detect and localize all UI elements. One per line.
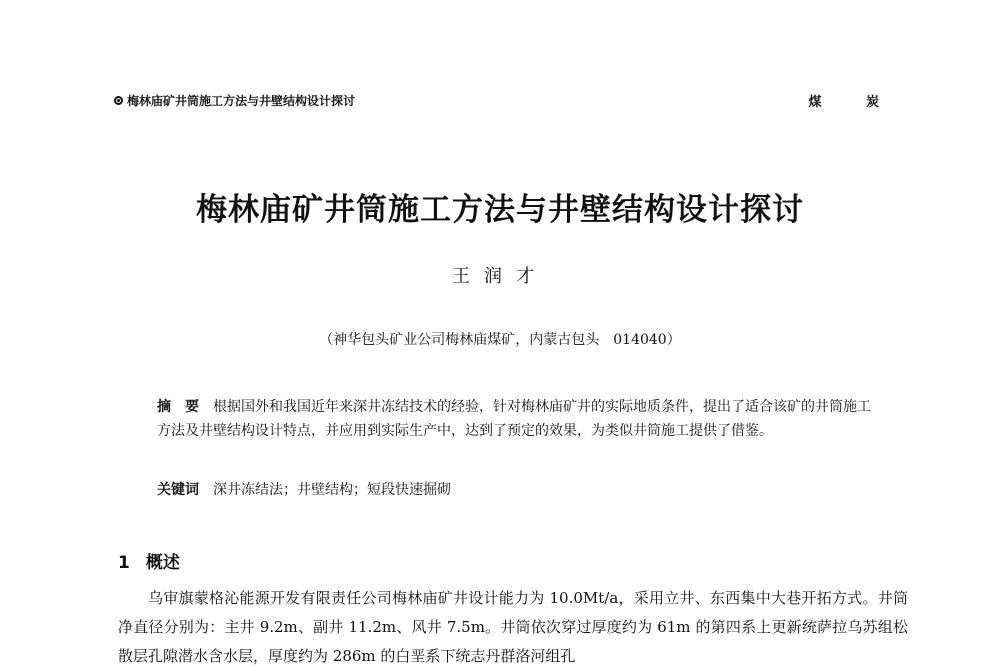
keywords-label: 关键词 xyxy=(157,482,199,498)
journal-name: 煤 炭 xyxy=(808,95,899,110)
keywords xyxy=(157,479,879,499)
article-title: 梅林庙矿井筒施工方法与井壁结构设计探讨 xyxy=(196,192,804,228)
running-header xyxy=(114,92,355,109)
body-paragraph: 乌审旗蒙格沁能源开发有限责任公司梅林庙矿井设计能力为 10.0Mt/a，采用立井、东西集中大巷开拓方式。井筒净直径分别为：主井 9.2m、副井 11.2m、风井 7.5m。井筒依次穿过厚度约为 61m 的第四系上更新统萨拉乌苏组松散层孔隙潜水含水层，厚度约为 286m 的白垩系下统志丹群洛河组孔 xyxy=(118,589,908,665)
bullet-icon xyxy=(114,96,123,105)
article-author: 王润才 xyxy=(452,266,548,287)
section-title: 概述 xyxy=(145,553,180,573)
abstract-text: 根据国外和我国近年来深井冻结技术的经验，针对梅林庙矿井的实际地质条件，提出了适合该矿的井筒施工方法及井壁结构设计特点，并应用到实际生产中，达到了预定的效果，为类似井筒施工提供了借鉴。 xyxy=(157,399,871,439)
section-number: 1 xyxy=(118,553,130,573)
author-affiliation: （神华包头矿业公司梅林庙煤矿，内蒙古包头 014040） xyxy=(319,332,681,348)
section-heading xyxy=(118,548,180,573)
running-title: 梅林庙矿井筒施工方法与井壁结构设计探讨 xyxy=(127,94,356,108)
keywords-text: 深井冻结法；井壁结构；短段快速掘砌 xyxy=(213,482,451,498)
abstract-label: 摘 要 xyxy=(157,399,199,415)
abstract xyxy=(157,395,879,443)
